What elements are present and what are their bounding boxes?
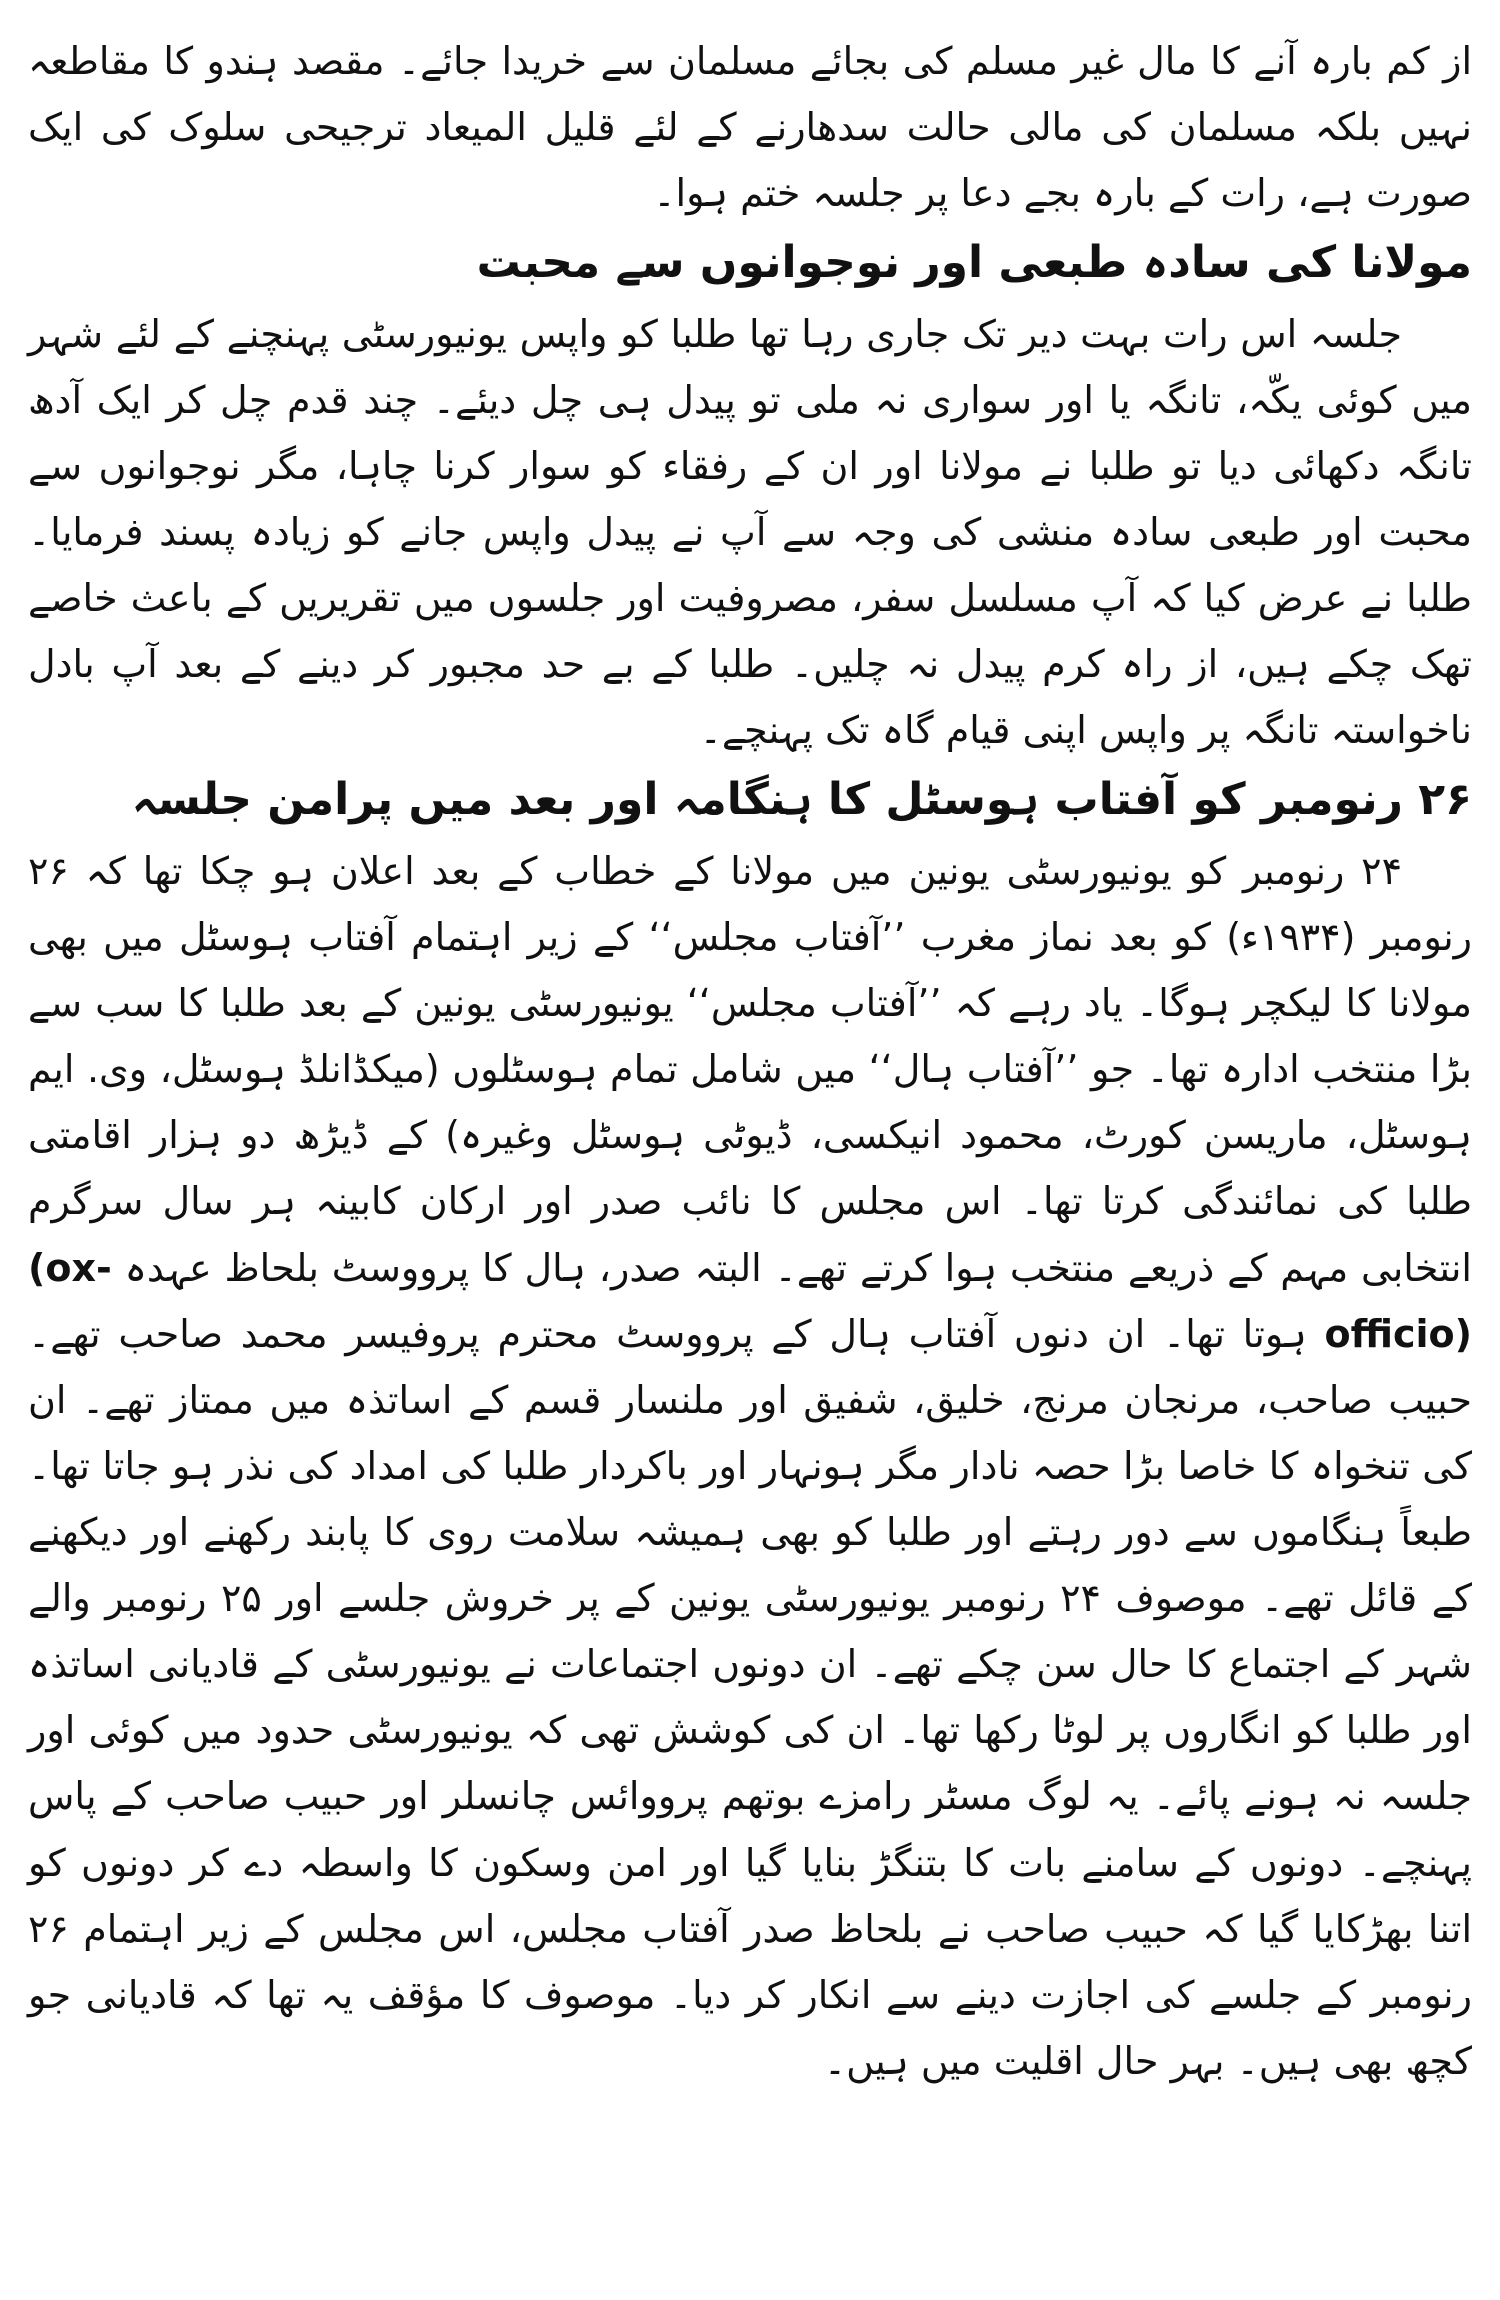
paragraph-boycott-end: از کم بارہ آنے کا مال غیر مسلم کی بجائے مسلمان سے خریدا جائے۔ مقصد ہندو کا مقاطعہ نہیں بلکہ مسلمان کی مالی حالت سدھارنے کے لئے قلیل المیعاد ترجیحی سلوک کی ایک صورت ہے، رات کے بارہ بجے دعا پر جلسہ ختم ہوا۔ [28, 39, 1472, 216]
heading-simplicity: مولانا کی سادہ طبعی اور نوجوانوں سے محبت [476, 237, 1472, 289]
paragraph-part-before: ۲۴ رنومبر کو یونیورسٹی یونین میں مولانا کے خطاب کے بعد اعلان ہو چکا تھا کہ ۲۶ رنومبر (۱۹۳۴ء) کو بعد نماز مغرب ’’آفتاب مجلس‘‘ کے زیر اہتمام آفتاب ہوسٹل میں بھی مولانا کا لیکچر ہوگا۔ یاد رہے کہ ’’آفتاب مجلس‘‘ یونیورسٹی یونین کے بعد طلبا کا سب سے بڑا منتخب ادارہ تھا۔ جو ’’آفتاب ہال‘‘ میں شامل تمام ہوسٹلوں (میکڈانلڈ ہوسٹل، وی. ایم ہوسٹل، ماریسن کورٹ، محمود انیکسی، ڈیوٹی ہوسٹل وغیرہ) کے ڈیڑھ دو ہزار اقامتی طلبا کی نمائندگی کرتا تھا۔ اس مجلس کا نائب صدر اور ارکان کابینہ ہر سال سرگرم انتخابی مہم کے ذریعے منتخب ہوا کرتے تھے۔ البتہ صدر، ہال کا پرووسٹ بلحاظ عہدہ [28, 848, 1473, 1290]
latin-term: (ox-officio) [28, 1245, 1472, 1356]
heading-aftab-hostel: ۲۶ رنومبر کو آفتاب ہوسٹل کا ہنگامہ اور بعد میں پرامن جلسہ [131, 774, 1472, 826]
paragraph-tonga-ride: جلسہ اس رات بہت دیر تک جاری رہا تھا طلبا کو واپس یونیورسٹی پہنچنے کے لئے شہر میں کوئی یکّہ، تانگہ یا اور سواری نہ ملی تو پیدل ہی چل دیئے۔ چند قدم چل کر ایک آدھ تانگہ دکھائی دیا تو طلبا نے مولانا اور ان کے رفقاء کو سوار کرنا چاہا، مگر نوجوانوں سے محبت اور طبعی سادہ منشی کی وجہ سے آپ نے پیدل واپس جانے کو زیادہ پسند فرمایا۔ طلبا نے عرض کیا کہ آپ مسلسل سفر، مصروفیت اور جلسوں میں تقریریں کے باعث خاصے تھک چکے ہیں، از راہ کرم پیدل نہ چلیں۔ طلبا کے بے حد مجبور کر دینے کے بعد آپ بادل ناخواستہ تانگہ پر واپس اپنی قیام گاہ تک پہنچے۔ [28, 311, 1472, 753]
paragraph-part-after: ہوتا تھا۔ ان دنوں آفتاب ہال کے پرووسٹ محترم پروفیسر محمد صاحب تھے۔ حبیب صاحب، مرنجان مرنج، خلیق، شفیق اور ملنسار قسم کے اساتذہ میں ممتاز تھے۔ ان کی تنخواہ کا خاصا بڑا حصہ نادار مگر ہونہار اور باکردار طلبا کی امداد کی نذر ہو جاتا تھا۔ طبعاً ہنگاموں سے دور رہتے اور طلبا کو بھی ہمیشہ سلامت روی کا پابند رکھنے اور دیکھنے کے قائل تھے۔ موصوف ۲۴ رنومبر یونیورسٹی یونین کے پر خروش جلسے اور ۲۵ رنومبر والے شہر کے اجتماع کا حال سن چکے تھے۔ ان دونوں اجتماعات نے یونیورسٹی کے قادیانی اساتذہ اور طلبا کو انگاروں پر لوٹا رکھا تھا۔ ان کی کوشش تھی کہ یونیورسٹی حدود میں کوئی اور جلسہ نہ ہونے پائے۔ یہ لوگ مسٹر رامزے بوتھم پرووائس چانسلر اور حبیب صاحب کے پاس پہنچے۔ دونوں کے سامنے بات کا بتنگڑ بنایا گیا اور امن وسکون کا واسطہ دے کر دونوں کو اتنا بھڑکایا گیا کہ حبیب صاحب نے بلحاظ صدر آفتاب مجلس، اس مجلس کے زیر اہتمام ۲۶ رنومبر کے جلسے کی اجازت دینے سے انکار کر دیا۔ موصوف کا مؤقف یہ تھا کہ قادیانی جو کچھ بھی ہیں۔ بہر حال اقلیت میں ہیں۔ [28, 1311, 1472, 2083]
paragraph-aftab-majlis [28, 838, 1472, 2094]
